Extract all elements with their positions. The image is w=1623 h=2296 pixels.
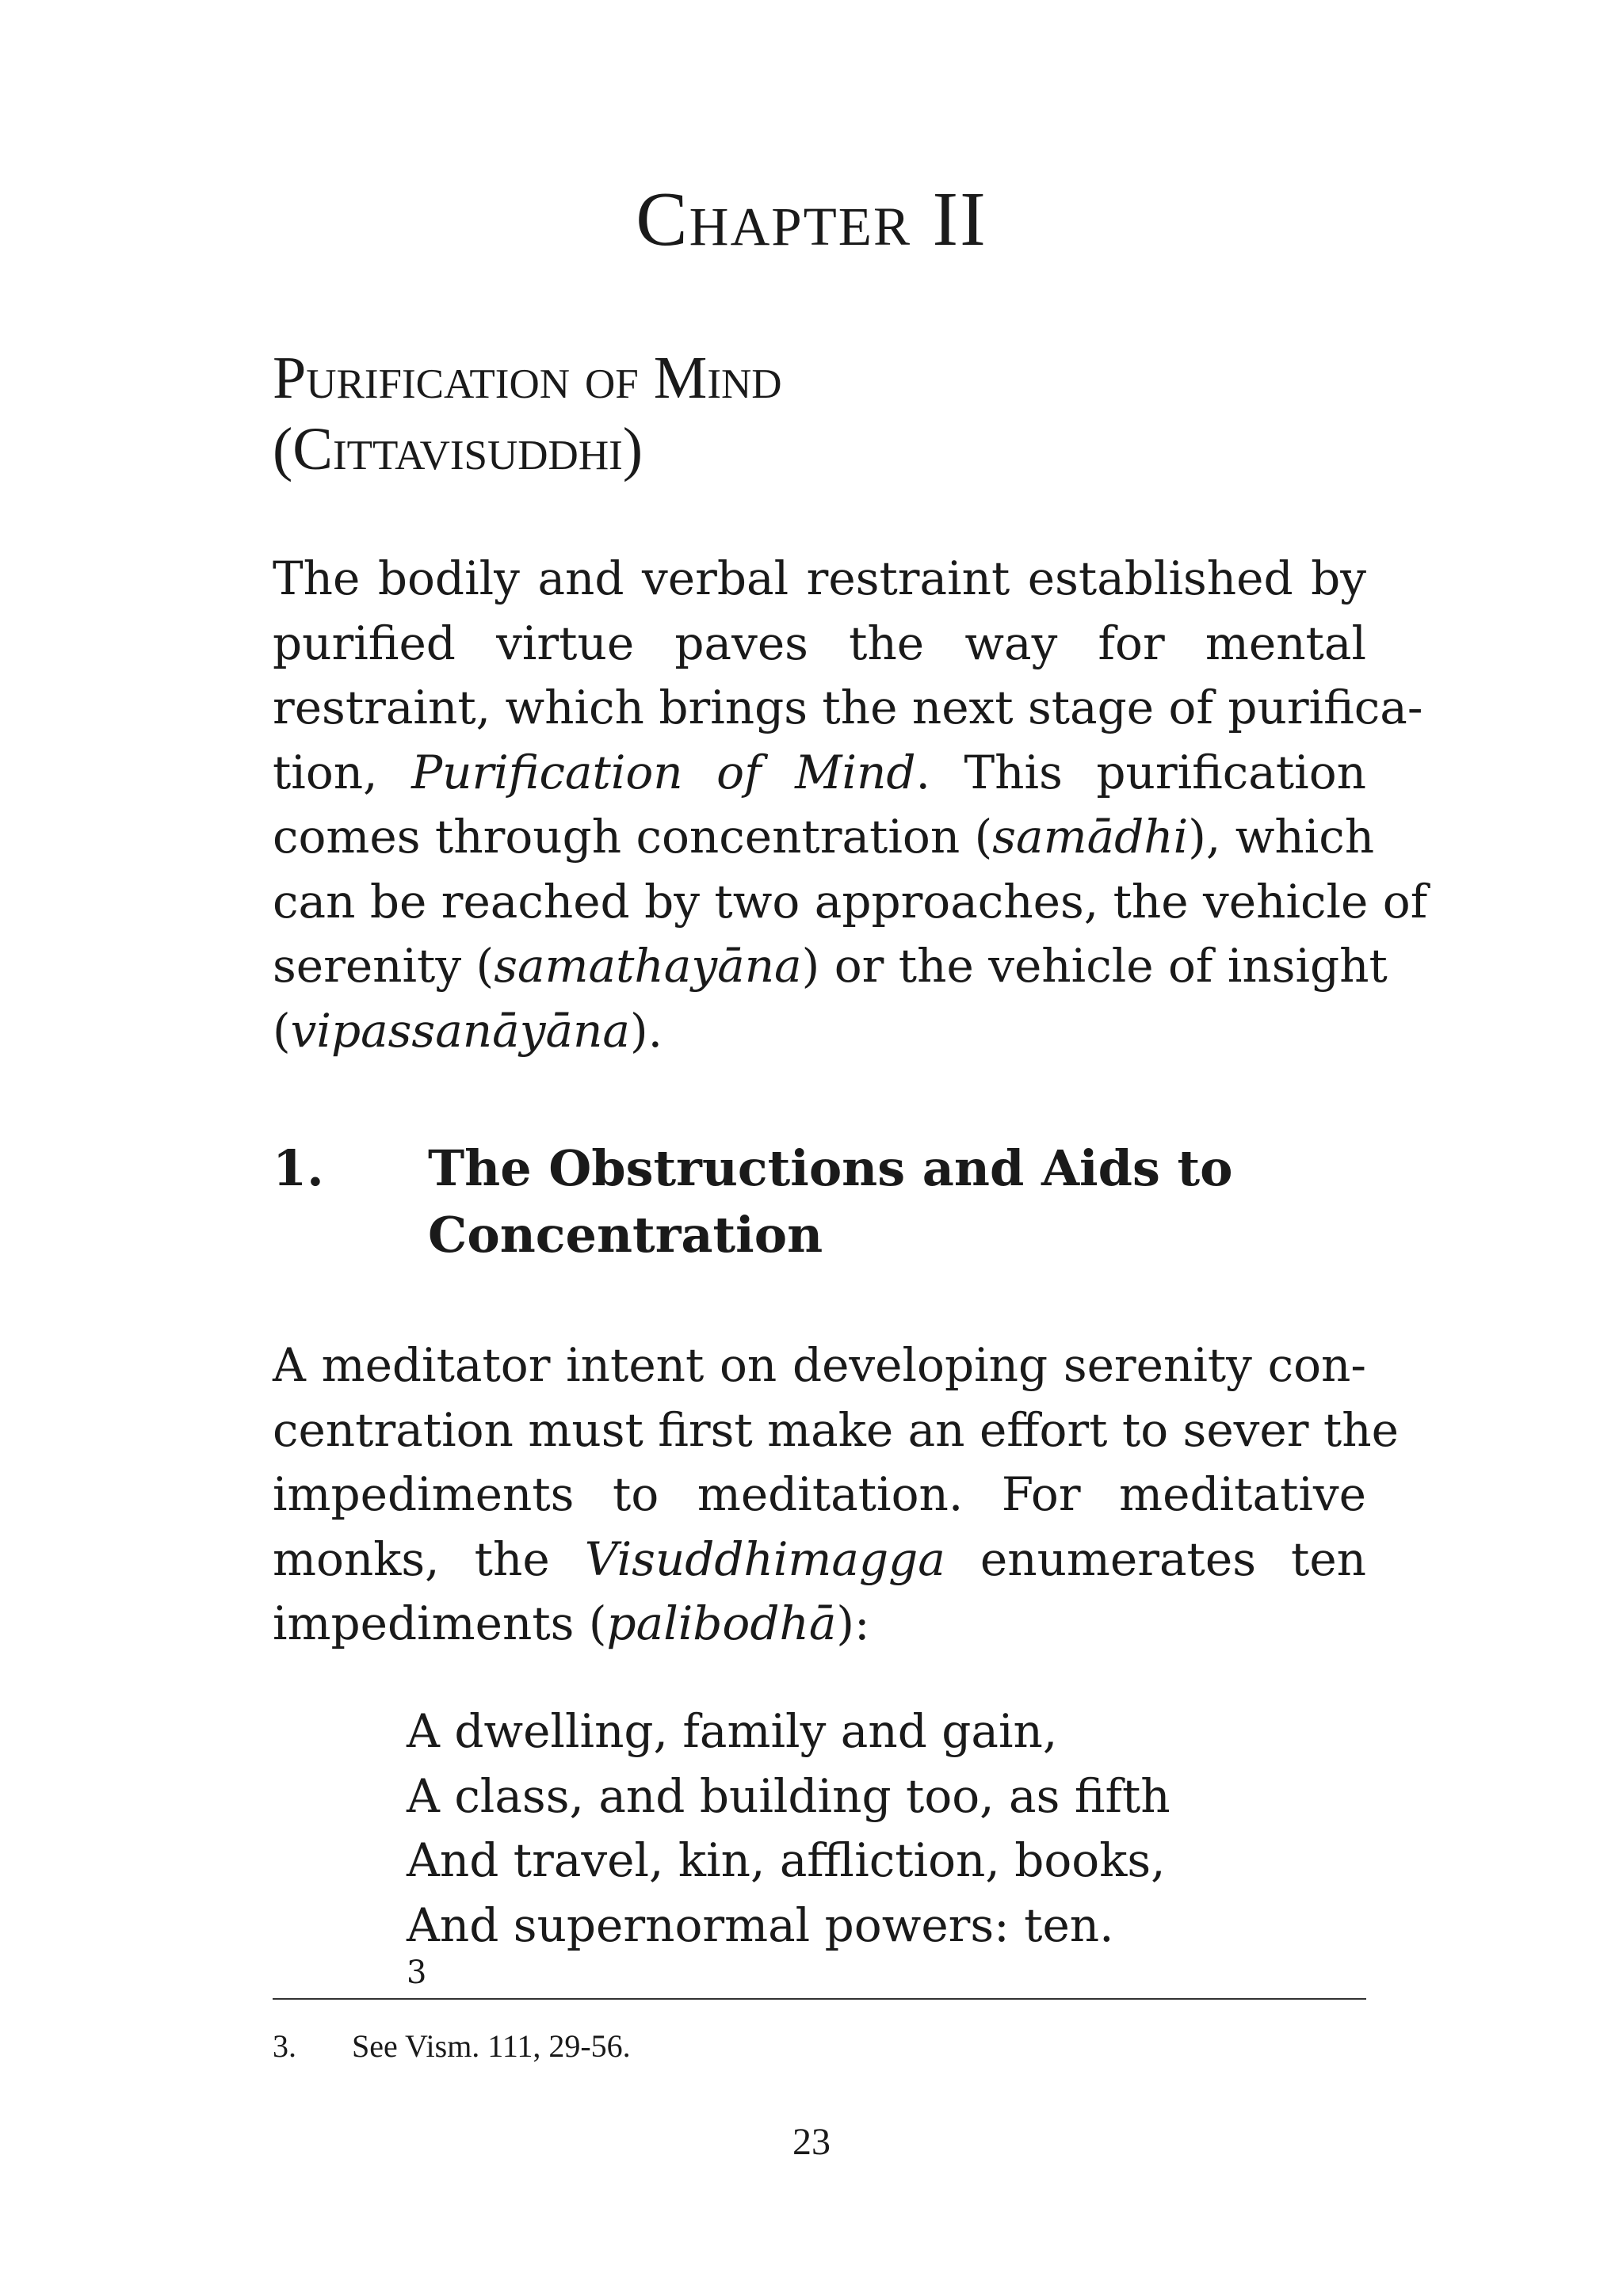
text-run: monks, the xyxy=(273,1531,585,1586)
section-title-line-2: (Cittavisuddhi) xyxy=(273,416,643,482)
subsection-title xyxy=(428,1135,1339,1268)
italic-term: Purification of Mind xyxy=(411,745,916,799)
text-run: The bodily and verbal restraint established by xyxy=(273,551,1366,605)
text-run: ): xyxy=(836,1596,870,1650)
verse-line: A dwelling, family and gain, xyxy=(407,1704,1058,1758)
paragraph-line xyxy=(273,870,1428,935)
text-run: purified virtue paves the way for mental xyxy=(273,616,1366,670)
footnote-reference[interactable]: 3 xyxy=(407,1955,427,1991)
paragraph-line xyxy=(273,741,1366,806)
text-run: ) or the vehicle of insight xyxy=(801,939,1388,993)
paragraph-line xyxy=(273,612,1366,677)
paragraph-line xyxy=(273,676,1423,741)
paragraph-line xyxy=(273,1463,1366,1527)
page-number: 23 xyxy=(792,2121,831,2163)
text-run: can be reached by two approaches, the vehicle of xyxy=(273,874,1428,929)
paragraph-line xyxy=(273,805,1375,870)
text-run: . This purification xyxy=(915,745,1366,799)
paragraph-line xyxy=(273,1592,1366,1657)
paragraph-line xyxy=(273,1398,1399,1463)
paragraph-line xyxy=(273,934,1388,999)
italic-term: palibodhā xyxy=(606,1596,837,1650)
text-run: ). xyxy=(630,1003,663,1058)
text-run: ), which xyxy=(1188,810,1375,864)
italic-term: samathayāna xyxy=(494,939,802,993)
paragraph-impediments xyxy=(273,1333,1399,1657)
paragraph-intro xyxy=(273,547,1428,1063)
section-title xyxy=(273,342,1366,485)
text-run: ( xyxy=(273,1003,291,1058)
text-run: restraint, which brings the next stage of purifica- xyxy=(273,681,1423,734)
paragraph-line xyxy=(273,1527,1366,1592)
paragraph-line xyxy=(273,547,1366,612)
paragraph-line xyxy=(273,999,1366,1064)
section-title-line-1: Purification of Mind xyxy=(273,345,782,411)
subsection-number: 1. xyxy=(273,1139,324,1197)
italic-term: Visuddhimagga xyxy=(584,1531,945,1586)
footnote-divider xyxy=(273,1998,1366,2000)
footnote-number: 3. xyxy=(273,2028,296,2064)
text-run: A meditator intent on developing serenity con- xyxy=(273,1338,1366,1392)
text-run: enumerates ten xyxy=(945,1531,1367,1586)
text-run: tion, xyxy=(273,745,412,799)
italic-term: vipassanāyāna xyxy=(290,1003,630,1058)
italic-term: samādhi xyxy=(992,810,1189,864)
verse-block xyxy=(407,1699,1278,2023)
subsection-title-line-2: Concentration xyxy=(428,1206,823,1264)
text-run: serenity ( xyxy=(273,939,495,993)
verse-line-final xyxy=(407,1894,1278,2023)
text-run: comes through concentration ( xyxy=(273,810,993,864)
text-run: centration must first make an effort to sever the xyxy=(273,1402,1399,1457)
text-run: impediments to meditation. For meditative xyxy=(273,1467,1366,1521)
verse-line: And travel, kin, affliction, books, xyxy=(407,1833,1166,1887)
subsection-title-line-1: The Obstructions and Aids to xyxy=(428,1139,1233,1197)
paragraph-line xyxy=(273,1333,1366,1398)
verse-line-text: And supernormal powers: ten. xyxy=(407,1897,1114,1952)
verse-line: A class, and building too, as fifth xyxy=(407,1768,1170,1823)
footnote-text: See Vism. 111, 29-56. xyxy=(352,2028,631,2064)
text-run: impediments ( xyxy=(273,1596,607,1650)
chapter-title: Chapter II xyxy=(636,177,987,262)
